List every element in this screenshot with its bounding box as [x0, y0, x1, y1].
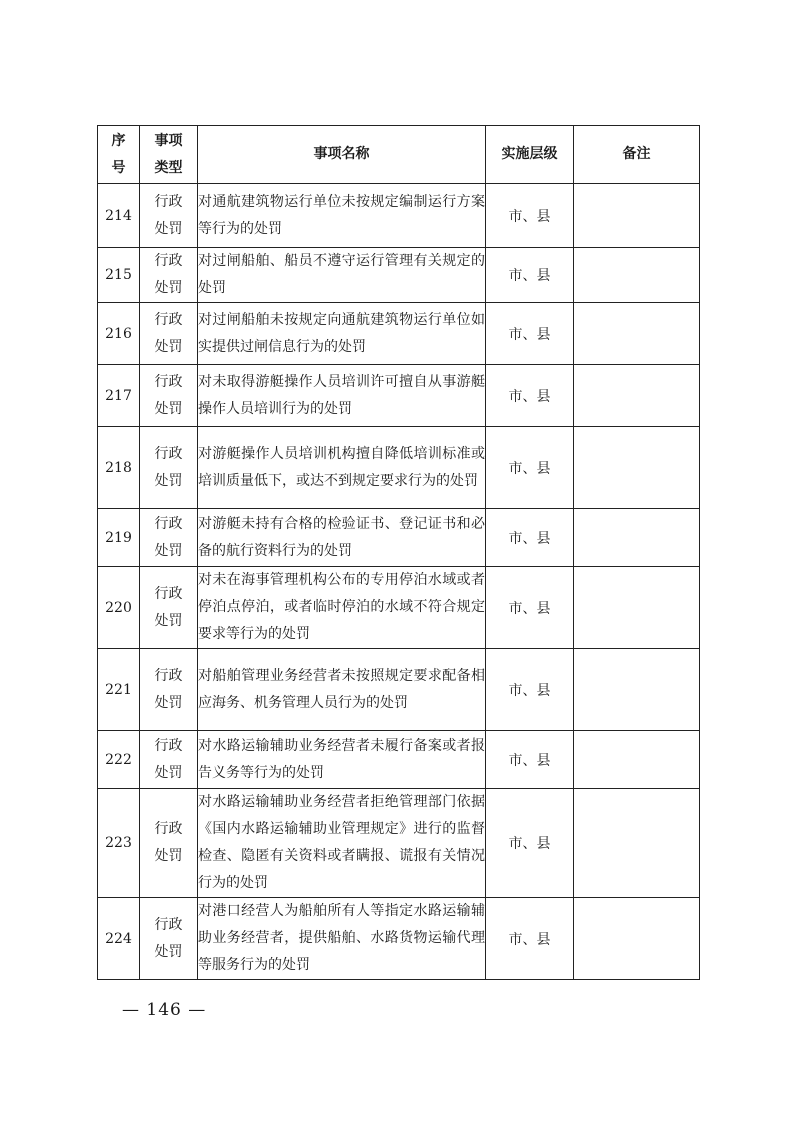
header-type — [140, 126, 198, 184]
row-type-line2: 处罚 — [154, 943, 183, 960]
row-type — [140, 509, 198, 567]
row-type — [140, 248, 198, 303]
row-type-line1: 行政 — [154, 585, 183, 602]
row-seq: 217 — [98, 365, 140, 427]
row-type-line1: 行政 — [154, 667, 183, 684]
header-note: 备注 — [574, 126, 700, 184]
row-type-line2: 处罚 — [154, 612, 183, 629]
row-level: 市、县 — [486, 567, 574, 649]
row-type-line1: 行政 — [154, 515, 183, 532]
row-level: 市、县 — [486, 731, 574, 789]
row-name: 对游艇未持有合格的检验证书、登记证书和必备的航行资料行为的处罚 — [198, 509, 486, 567]
row-type — [140, 303, 198, 365]
row-type-line1: 行政 — [154, 916, 183, 933]
row-note — [574, 898, 700, 980]
row-note — [574, 731, 700, 789]
row-type — [140, 184, 198, 248]
row-seq: 224 — [98, 898, 140, 980]
header-type-line1: 事项 — [154, 132, 183, 149]
row-note — [574, 649, 700, 731]
row-type-line2: 处罚 — [154, 400, 183, 417]
row-name: 对船舶管理业务经营者未按照规定要求配备相应海务、机务管理人员行为的处罚 — [198, 649, 486, 731]
items-table — [97, 125, 700, 980]
header-seq — [98, 126, 140, 184]
row-type-line1: 行政 — [154, 821, 183, 837]
row-seq: 219 — [98, 509, 140, 567]
row-type — [140, 365, 198, 427]
header-seq-line2: 号 — [111, 159, 126, 176]
table-row — [98, 898, 700, 980]
row-note — [574, 184, 700, 248]
row-type-line2: 处罚 — [154, 542, 183, 559]
row-name: 对未取得游艇操作人员培训许可擅自从事游艇操作人员培训行为的处罚 — [198, 365, 486, 427]
row-type — [140, 567, 198, 649]
table-row — [98, 303, 700, 365]
row-note — [574, 427, 700, 509]
row-type-line2: 处罚 — [154, 764, 183, 781]
row-type-line1: 行政 — [154, 253, 183, 269]
row-level: 市、县 — [486, 303, 574, 365]
row-name: 对水路运输辅助业务经营者未履行备案或者报告义务等行为的处罚 — [198, 731, 486, 789]
row-seq: 222 — [98, 731, 140, 789]
row-seq: 218 — [98, 427, 140, 509]
row-seq: 223 — [98, 789, 140, 898]
row-name: 对游艇操作人员培训机构擅自降低培训标准或培训质量低下，或达不到规定要求行为的处罚 — [198, 427, 486, 509]
table-row — [98, 731, 700, 789]
row-note — [574, 567, 700, 649]
row-name: 对过闸船舶未按规定向通航建筑物运行单位如实提供过闸信息行为的处罚 — [198, 303, 486, 365]
header-seq-line1: 序 — [111, 132, 126, 149]
row-seq: 214 — [98, 184, 140, 248]
row-seq: 220 — [98, 567, 140, 649]
table-row — [98, 567, 700, 649]
row-seq: 221 — [98, 649, 140, 731]
row-note — [574, 365, 700, 427]
row-type-line2: 处罚 — [154, 694, 183, 711]
table-row — [98, 649, 700, 731]
row-level: 市、县 — [486, 898, 574, 980]
row-type-line1: 行政 — [154, 445, 183, 462]
table-row — [98, 365, 700, 427]
row-type — [140, 649, 198, 731]
row-seq: 216 — [98, 303, 140, 365]
row-seq: 215 — [98, 248, 140, 303]
row-level: 市、县 — [486, 365, 574, 427]
row-note — [574, 789, 700, 898]
table-row — [98, 248, 700, 303]
table-row — [98, 509, 700, 567]
row-type-line2: 处罚 — [154, 848, 183, 864]
table-row — [98, 184, 700, 248]
row-type-line1: 行政 — [154, 373, 183, 390]
row-type-line2: 处罚 — [154, 338, 183, 355]
row-type — [140, 898, 198, 980]
table-header-row — [98, 126, 700, 184]
page-number: — 146 — — [122, 1000, 207, 1020]
header-name: 事项名称 — [198, 126, 486, 184]
row-type-line2: 处罚 — [154, 280, 183, 296]
row-level: 市、县 — [486, 509, 574, 567]
row-type-line2: 处罚 — [154, 472, 183, 489]
row-level: 市、县 — [486, 789, 574, 898]
row-note — [574, 509, 700, 567]
row-level: 市、县 — [486, 427, 574, 509]
row-type — [140, 731, 198, 789]
row-name: 对港口经营人为船舶所有人等指定水路运输辅助业务经营者，提供船舶、水路货物运输代理等服务行为的处罚 — [198, 898, 486, 980]
row-note — [574, 303, 700, 365]
table-row — [98, 427, 700, 509]
header-type-line2: 类型 — [154, 159, 183, 176]
row-level: 市、县 — [486, 184, 574, 248]
row-level: 市、县 — [486, 649, 574, 731]
row-type — [140, 789, 198, 898]
row-name: 对过闸船舶、船员不遵守运行管理有关规定的处罚 — [198, 248, 486, 303]
row-type-line1: 行政 — [154, 311, 183, 328]
row-name: 对水路运输辅助业务经营者拒绝管理部门依据《国内水路运输辅助业管理规定》进行的监督检查、隐匿有关资料或者瞒报、谎报有关情况行为的处罚 — [198, 789, 486, 898]
row-name: 对未在海事管理机构公布的专用停泊水域或者停泊点停泊，或者临时停泊的水域不符合规定要求等行为的处罚 — [198, 567, 486, 649]
row-type-line2: 处罚 — [154, 220, 183, 237]
row-type — [140, 427, 198, 509]
table-row — [98, 789, 700, 898]
row-type-line1: 行政 — [154, 193, 183, 210]
row-level: 市、县 — [486, 248, 574, 303]
row-note — [574, 248, 700, 303]
header-level: 实施层级 — [486, 126, 574, 184]
row-type-line1: 行政 — [154, 737, 183, 754]
row-name: 对通航建筑物运行单位未按规定编制运行方案等行为的处罚 — [198, 184, 486, 248]
